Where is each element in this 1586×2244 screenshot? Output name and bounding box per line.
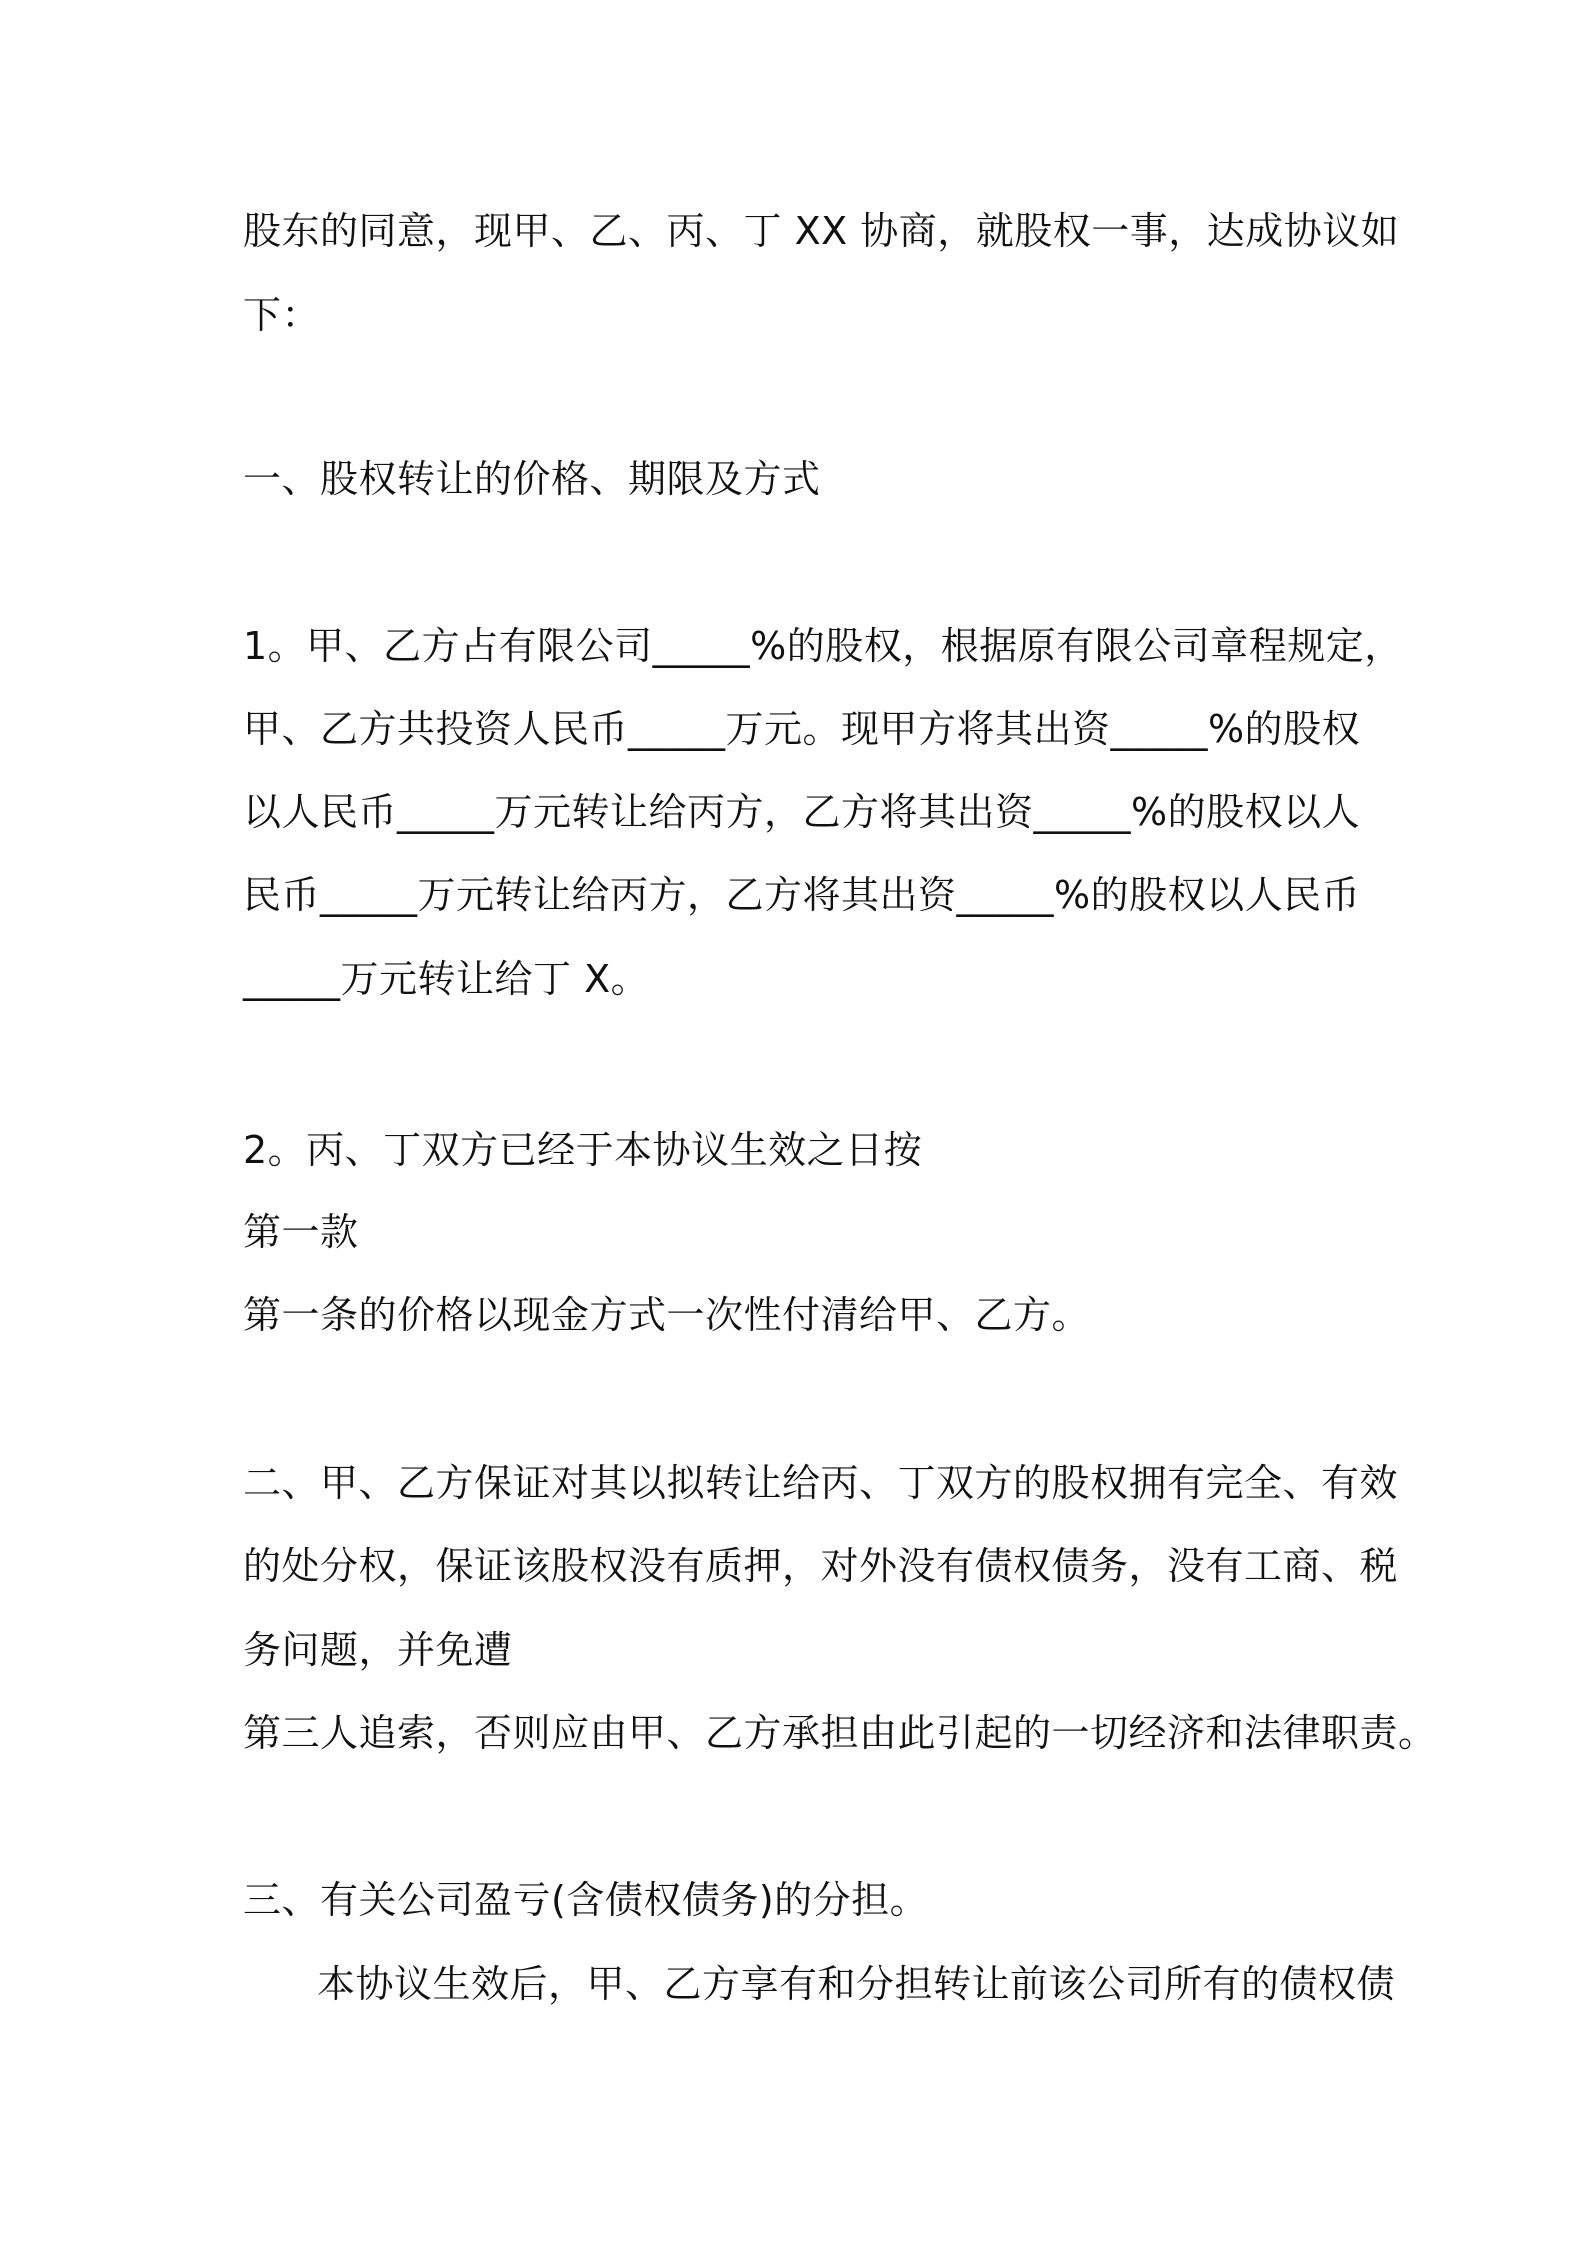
section-heading: 一、股权转让的价格、期限及方式: [243, 457, 821, 501]
text-line: 下：: [243, 293, 321, 337]
text-line: 民币_____万元转让给丙方，乙方将其出资_____%的股权以人民币: [243, 873, 1361, 917]
text-line: _____万元转让给丁 X。: [243, 957, 650, 1001]
text-line: 第一条的价格以现金方式一次性付清给甲、乙方。: [243, 1293, 1091, 1337]
text-line: 本协议生效后，甲、乙方享有和分担转让前该公司所有的债权债: [317, 1962, 1396, 2006]
text-line: 甲、乙方共投资人民币_____万元。现甲方将其出资_____%的股权: [243, 707, 1361, 751]
section-heading: 三、有关公司盈亏(含债权债务)的分担。: [243, 1878, 929, 1922]
text-line: 以人民币_____万元转让给丙方，乙方将其出资_____%的股权以人: [243, 790, 1361, 834]
text-line: 股东的同意，现甲、乙、丙、丁 XX 协商，就股权一事，达成协议如: [243, 209, 1400, 253]
text-line: 的处分权，保证该股权没有质押，对外没有债权债务，没有工商、税: [243, 1544, 1399, 1588]
text-line: 第三人追索，否则应由甲、乙方承担由此引起的一切经济和法律职责。: [243, 1711, 1437, 1755]
text-line: 2。丙、丁双方已经于本协议生效之日按: [243, 1128, 923, 1172]
text-line: 1。甲、乙方占有限公司_____%的股权，根据原有限公司章程规定，: [243, 624, 1403, 668]
text-line: 务问题，并免遭: [243, 1628, 513, 1672]
text-line: 第一款: [243, 1210, 359, 1254]
section-heading: 二、甲、乙方保证对其以拟转让给丙、丁双方的股权拥有完全、有效: [243, 1461, 1399, 1505]
